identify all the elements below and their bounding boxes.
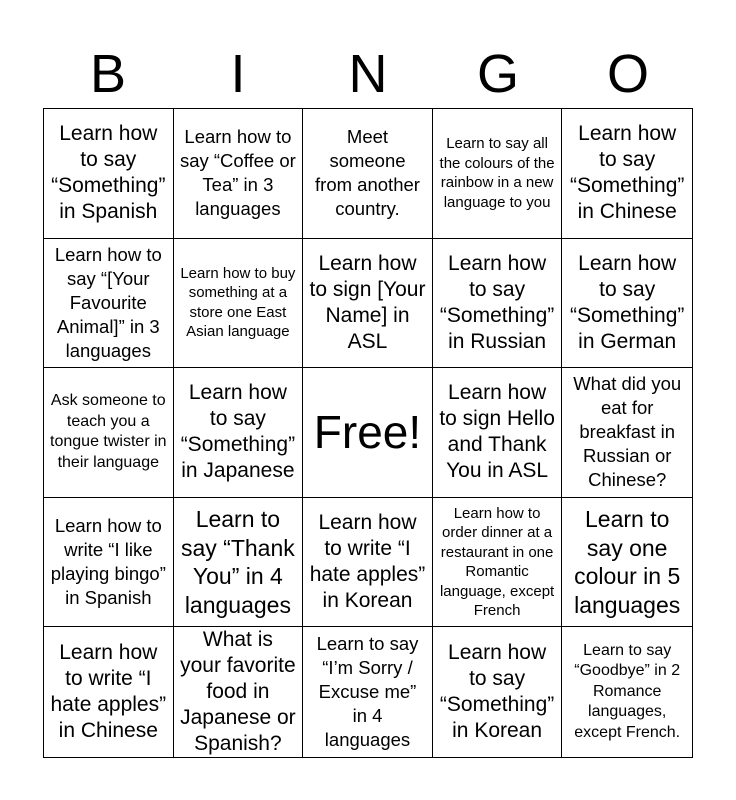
bingo-cell[interactable] [562,498,692,628]
bingo-cell[interactable] [44,627,174,757]
bingo-cell[interactable] [44,239,174,369]
cell-text: Learn to say one colour in 5 languages [574,506,681,618]
header-letter-g: G [476,44,519,104]
cell-text: Learn how to say “Something” in Japanese [180,381,296,483]
cell-text: Ask someone to teach you a tongue twister in their language [50,392,167,471]
free-space-cell[interactable] [303,368,433,498]
bingo-cell[interactable] [174,109,304,239]
cell-text: Learn to say all the colours of the rainbow in a new language to you [439,135,555,211]
header-letter-o: O [606,44,649,104]
free-space-text: Free! [313,406,422,459]
bingo-header [43,40,693,108]
bingo-cell[interactable] [562,627,692,757]
bingo-cell[interactable] [433,498,563,628]
cell-text: Meet someone from another country. [315,126,420,220]
bingo-cell[interactable] [562,239,692,369]
bingo-cell[interactable] [174,239,304,369]
cell-text: Learn to say “Thank You” in 4 languages [181,506,295,618]
cell-text: Learn how to write “I hate apples” in Korean [309,511,426,613]
bingo-cell[interactable] [44,109,174,239]
bingo-cell[interactable] [174,498,304,628]
bingo-cell[interactable] [433,627,563,757]
cell-text: Learn how to sign [Your Name] in ASL [309,251,426,353]
cell-text: Learn how to say “Something” in Russian [439,251,555,353]
cell-text: Learn how to say “Something” in Spanish [51,122,166,224]
cell-text: Learn how to say “Something” in German [570,251,685,353]
cell-text: Learn to say “I’m Sorry / Excuse me” in 4 languages [316,633,419,751]
bingo-cell[interactable] [303,627,433,757]
cell-text: Learn how to say “Coffee or Tea” in 3 languages [179,126,296,220]
header-letter-b: B [89,44,127,104]
bingo-cell[interactable] [562,109,692,239]
header-letter-i: I [230,44,246,104]
bingo-cell[interactable] [44,368,174,498]
bingo-cell[interactable] [44,498,174,628]
cell-text: Learn how to say “Something” in Chinese [570,122,685,224]
bingo-cell[interactable] [433,239,563,369]
bingo-cell[interactable] [303,239,433,369]
cell-text: Learn how to sign Hello and Thank You in ASL [439,381,555,483]
cell-text: Learn how to order dinner at a restaurant in one Romantic language, except French [439,504,555,620]
header-letter-n: N [348,44,388,104]
bingo-board [43,108,693,758]
bingo-cell[interactable] [433,368,563,498]
bingo-cell[interactable] [562,368,692,498]
bingo-cell[interactable] [433,109,563,239]
cell-text: Learn how to buy something at a store one East Asian language [180,264,296,341]
cell-text: Learn how to write “I hate apples” in Chinese [50,641,167,743]
cell-text: Learn how to say “[Your Favourite Animal]” in 3 languages [54,243,162,361]
bingo-cell[interactable] [174,627,304,757]
cell-text: Learn how to write “I like playing bingo” in Spanish [50,515,166,609]
cell-text: What did you eat for breakfast in Russian or Chinese? [573,373,682,491]
bingo-cell[interactable] [303,109,433,239]
cell-text: Learn to say “Goodbye” in 2 Romance languages, except French. [574,641,681,741]
bingo-cell[interactable] [303,498,433,628]
cell-text: What is your favorite food in Japanese or Spanish? [180,628,296,756]
bingo-cell[interactable] [174,368,304,498]
cell-text: Learn how to say “Something” in Korean [439,641,555,743]
